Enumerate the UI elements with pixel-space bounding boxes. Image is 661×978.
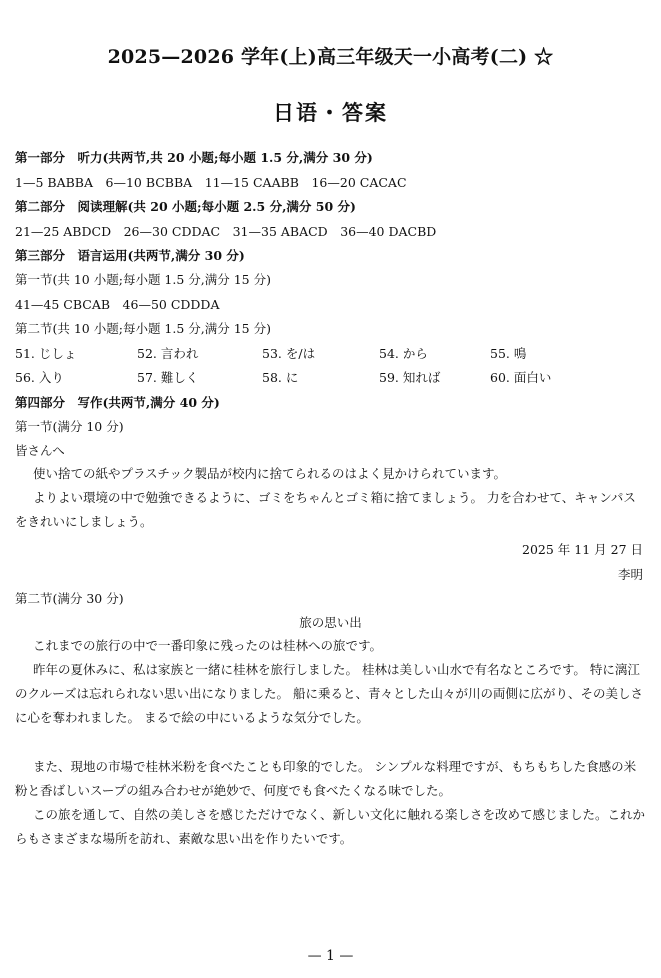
fill-answer: 51. じしょ bbox=[15, 346, 77, 361]
letter-signature: 李明 bbox=[617, 567, 643, 582]
fill-answer: 54. から bbox=[379, 346, 428, 361]
part1-answers: 1—5 BABBA 6—10 BCBBA 11—15 CAABB 16—20 CACAC bbox=[15, 175, 407, 190]
fill-answer: 56. 入り bbox=[15, 370, 64, 385]
part3-section1-heading: 第一节(共 10 小题;每小题 1.5 分,满分 15 分) bbox=[15, 272, 271, 287]
part4-section2-heading: 第二节(满分 30 分) bbox=[15, 591, 124, 606]
letter-greeting: 皆さんへ bbox=[15, 443, 65, 458]
part4-heading: 第四部分 写作(共两节,满分 40 分) bbox=[15, 395, 220, 410]
fill-answer: 58. に bbox=[262, 370, 299, 385]
page-subtitle: 日语・答案 bbox=[273, 100, 388, 125]
part3-section2-heading: 第二节(共 10 小题;每小题 1.5 分,满分 15 分) bbox=[15, 321, 271, 336]
part2-heading: 第二部分 阅读理解(共 20 小题;每小题 2.5 分,满分 50 分) bbox=[15, 199, 356, 214]
letter-date: 2025 年 11 月 27 日 bbox=[522, 542, 643, 557]
essay-title: 旅の思い出 bbox=[299, 615, 362, 630]
part3-section1-answers: 41—45 CBCAB 46—50 CDDDA bbox=[15, 297, 220, 312]
fill-answer: 59. 知れば bbox=[379, 370, 441, 385]
part3-heading: 第三部分 语言运用(共两节,满分 30 分) bbox=[15, 248, 245, 263]
essay-paragraph: 昨年の夏休みに、私は家族と一緒に桂林を旅行しました。 桂林は美しい山水で有名なところです。 特に漓江のクルーズは忘れられない思い出になりました。 船に乗ると、青々とした山々が川の両側に広がり、その美しさに心を奪われました。 まるで絵の中にいるような気分でした。 bbox=[15, 662, 643, 725]
fill-answer: 57. 難しく bbox=[137, 370, 199, 385]
essay-paragraph: これまでの旅行の中で一番印象に残ったのは桂林への旅です。 bbox=[33, 638, 383, 653]
part4-section1-heading: 第一节(满分 10 分) bbox=[15, 419, 124, 434]
page-title: 2025—2026 学年(上)高三年级天一小高考(二) ☆ bbox=[107, 46, 554, 68]
part1-heading: 第一部分 听力(共两节,共 20 小题;每小题 1.5 分,满分 30 分) bbox=[15, 150, 373, 165]
page-number: — 1 — bbox=[307, 948, 354, 964]
fill-answer: 55. 鳴 bbox=[490, 346, 527, 361]
essay-paragraph: この旅を通して、自然の美しさを感じただけでなく、新しい文化に触れる楽しさを改めて感じました。これからもさまざまな場所を訪れ、素敵な思い出を作りたいです。 bbox=[15, 807, 646, 846]
part2-answers: 21—25 ABDCD 26—30 CDDAC 31—35 ABACD 36—40 DACBD bbox=[15, 224, 437, 239]
essay-paragraph: また、現地の市場で桂林米粉を食べたことも印象的でした。 シンプルな料理ですが、もちもちした食感の米粉と香ばしいスープの組み合わせが絶妙で、何度でも食べたくなる味でした。 bbox=[15, 759, 637, 798]
fill-answer: 60. 面白い bbox=[490, 370, 552, 385]
letter-paragraph: 使い捨ての紙やプラスチック製品が校内に捨てられるのはよく見かけられています。 bbox=[33, 466, 507, 481]
fill-answer: 53. を/は bbox=[262, 346, 316, 361]
fill-answer: 52. 言われ bbox=[137, 346, 199, 361]
letter-paragraph: よりよい環境の中で勉強できるように、ゴミをちゃんとゴミ箱に捨てましょう。 力を合わせて、キャンパスをきれいにしましょう。 bbox=[15, 490, 636, 529]
